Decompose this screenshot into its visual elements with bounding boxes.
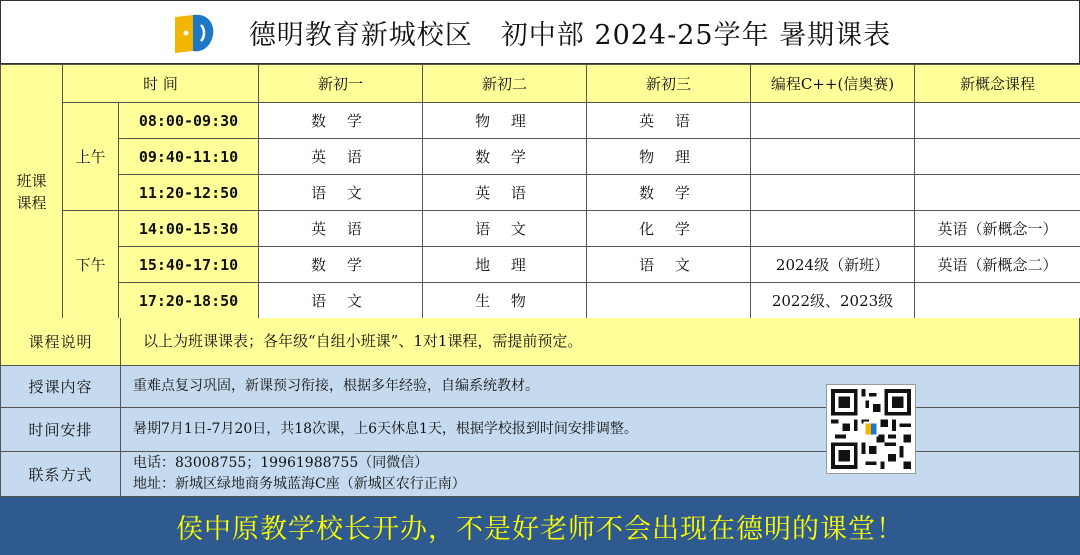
time-arrangement-row <box>0 408 1080 452</box>
cell <box>587 283 751 319</box>
cell: 2024级（新班） <box>751 247 915 283</box>
cell: 数 学 <box>259 247 423 283</box>
time-arrangement-label: 时间安排 <box>1 408 121 451</box>
cell: 英语（新概念二） <box>915 247 1080 283</box>
course-description-row <box>0 318 1080 366</box>
cell: 语 文 <box>587 247 751 283</box>
cell: 英 语 <box>259 139 423 175</box>
table-row <box>1 175 1080 211</box>
table-row <box>1 211 1080 247</box>
cell: 英 语 <box>259 211 423 247</box>
contact-phone: 电话：83008755；19961988755（同微信） <box>133 455 429 471</box>
table-row <box>1 283 1080 319</box>
time-arrangement-text: 暑期7月1日-7月20日，共18次课，上6天休息1天，根据学校报到时间安排调整。 <box>133 421 638 437</box>
table-row <box>1 103 1080 139</box>
cell: 英 语 <box>587 103 751 139</box>
contact-row <box>0 452 1080 497</box>
contact-label: 联系方式 <box>1 452 121 496</box>
cell: 化 学 <box>587 211 751 247</box>
col-header-grade9: 新初三 <box>587 65 751 103</box>
cell: 数 学 <box>259 103 423 139</box>
table-row <box>1 247 1080 283</box>
page-title: 德明教育新城校区 初中部 2024-25学年 暑期课表 <box>248 19 892 51</box>
course-description-text: 以上为班课课表；各年级“自组小班课”、1对1课程，需提前预定。 <box>143 332 583 350</box>
col-header-programming: 编程C++(信奥赛) <box>751 65 915 103</box>
col-header-grade8: 新初二 <box>423 65 587 103</box>
period-afternoon: 下午 <box>63 211 119 319</box>
cell: 地 理 <box>423 247 587 283</box>
cell <box>751 211 915 247</box>
teaching-content-row <box>0 366 1080 408</box>
logo-icon <box>171 11 217 57</box>
col-header-new-concept: 新概念课程 <box>915 65 1080 103</box>
contact-address: 地址：新城区绿地商务城蓝海C座（新城区农行正南） <box>133 476 466 492</box>
cell <box>751 175 915 211</box>
cell <box>915 139 1080 175</box>
cell: 语 文 <box>259 283 423 319</box>
cell: 2022级、2023级 <box>751 283 915 319</box>
contact-text <box>121 452 1079 496</box>
cell <box>751 103 915 139</box>
table-row <box>1 139 1080 175</box>
time-cell: 11:20-12:50 <box>119 175 259 211</box>
cell: 英语（新概念一） <box>915 211 1080 247</box>
time-cell: 17:20-18:50 <box>119 283 259 319</box>
footer-slogan: 侯中原教学校长开办，不是好老师不会出现在德明的课堂！ <box>0 497 1080 555</box>
cell: 英 语 <box>423 175 587 211</box>
side-label: 班课 课程 <box>1 65 63 319</box>
col-header-grade7: 新初一 <box>259 65 423 103</box>
table-header-row <box>1 65 1080 103</box>
cell <box>915 175 1080 211</box>
cell: 语 文 <box>259 175 423 211</box>
time-cell: 08:00-09:30 <box>119 103 259 139</box>
qr-code-icon <box>826 384 916 474</box>
time-cell: 15:40-17:10 <box>119 247 259 283</box>
cell: 语 文 <box>423 211 587 247</box>
col-header-time: 时 间 <box>63 65 259 103</box>
cell <box>915 283 1080 319</box>
cell <box>915 103 1080 139</box>
cell: 数 学 <box>423 139 587 175</box>
course-description-label: 课程说明 <box>1 318 121 365</box>
header <box>0 0 1080 64</box>
cell: 生 物 <box>423 283 587 319</box>
schedule-table <box>0 64 1080 319</box>
teaching-content-label: 授课内容 <box>1 366 121 407</box>
time-cell: 14:00-15:30 <box>119 211 259 247</box>
teaching-content-text: 重难点复习巩固，新课预习衔接，根据多年经验，自编系统教材。 <box>133 378 539 394</box>
cell: 物 理 <box>423 103 587 139</box>
cell: 数 学 <box>587 175 751 211</box>
time-cell: 09:40-11:10 <box>119 139 259 175</box>
cell: 物 理 <box>587 139 751 175</box>
cell <box>751 139 915 175</box>
period-morning: 上午 <box>63 103 119 211</box>
